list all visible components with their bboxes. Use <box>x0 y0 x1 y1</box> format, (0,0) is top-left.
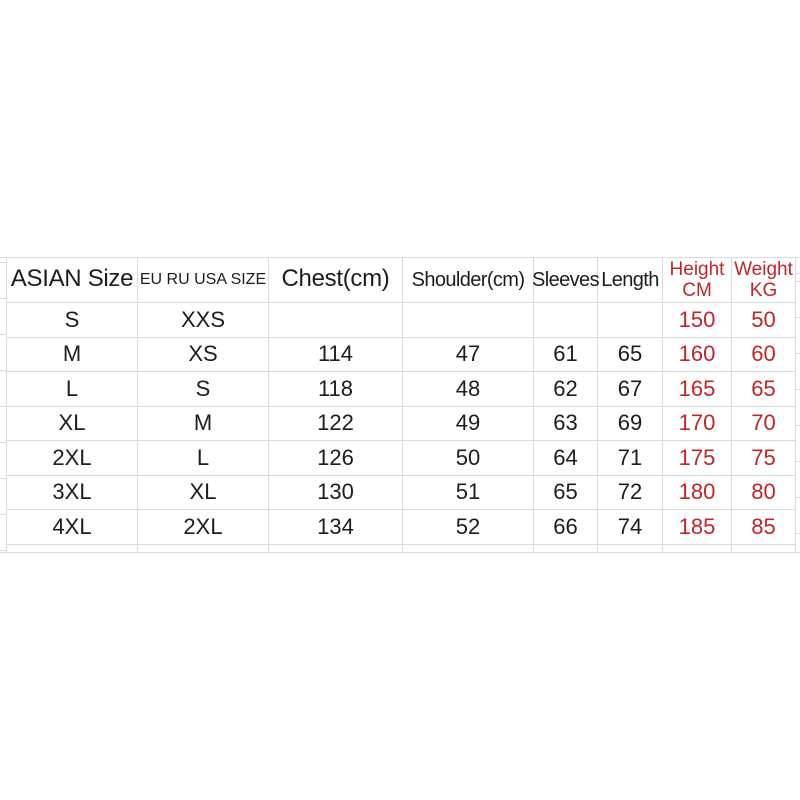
cell-asian-size-row1: S <box>7 303 138 338</box>
cell-length-row2: 65 <box>598 338 663 373</box>
cell-weight-row4: 70 <box>732 407 796 442</box>
column-header-length <box>598 257 663 303</box>
cell-eu-ru-usa-size-row3: S <box>138 372 269 407</box>
cell-asian-size-row5: 2XL <box>7 441 138 476</box>
cell-weight-row3: 65 <box>732 372 796 407</box>
cell-chest-cm-row7: 134 <box>269 510 403 545</box>
cell-eu-ru-usa-size-row4: M <box>138 407 269 442</box>
cell-shoulder-cm-row1 <box>403 303 534 338</box>
column-header-sleeves <box>534 257 598 303</box>
column-header-label: Shoulder(cm) <box>411 268 525 291</box>
cell-height-row3: 165 <box>663 372 732 407</box>
column-header-label: EU RU USA SIZE <box>139 270 267 288</box>
column-header-label: Height <box>669 258 725 280</box>
cell-weight-row1: 50 <box>732 303 796 338</box>
cell-asian-size-row4: XL <box>7 407 138 442</box>
cell-sleeves-row5: 64 <box>534 441 598 476</box>
column-header-weight-kg <box>732 257 796 303</box>
cell-asian-size-row3: L <box>7 372 138 407</box>
sheet-bottom-gridline <box>0 552 800 553</box>
cell-chest-cm-row1 <box>269 303 403 338</box>
cell-sleeves-row2: 61 <box>534 338 598 373</box>
cell-chest-cm-row2: 114 <box>269 338 403 373</box>
cell-chest-cm-row3: 118 <box>269 372 403 407</box>
cell-height-row1: 150 <box>663 303 732 338</box>
cell-length-row4: 69 <box>598 407 663 442</box>
cell-weight-row7: 85 <box>732 510 796 545</box>
cell-shoulder-cm-row5: 50 <box>403 441 534 476</box>
cell-weight-row2: 60 <box>732 338 796 373</box>
cell-shoulder-cm-row7: 52 <box>403 510 534 545</box>
column-header-label: Chest(cm) <box>281 265 390 293</box>
cell-shoulder-cm-row4: 49 <box>403 407 534 442</box>
cell-sleeves-row6: 65 <box>534 476 598 511</box>
cell-shoulder-cm-row3: 48 <box>403 372 534 407</box>
cell-asian-size-row6: 3XL <box>7 476 138 511</box>
cell-chest-cm-row6: 130 <box>269 476 403 511</box>
cell-shoulder-cm-row2: 47 <box>403 338 534 373</box>
cell-weight-row6: 80 <box>732 476 796 511</box>
cell-sleeves-row7: 66 <box>534 510 598 545</box>
column-header-label: Length <box>601 268 659 291</box>
cell-length-row1 <box>598 303 663 338</box>
cell-sleeves-row4: 63 <box>534 407 598 442</box>
column-header-asian-size <box>7 257 138 303</box>
cell-sleeves-row3: 62 <box>534 372 598 407</box>
column-header-label: Sleeves <box>532 268 599 291</box>
cell-height-row2: 160 <box>663 338 732 373</box>
cell-eu-ru-usa-size-row2: XS <box>138 338 269 373</box>
cell-height-row6: 180 <box>663 476 732 511</box>
column-header-sublabel: CM <box>682 279 712 301</box>
cell-height-row4: 170 <box>663 407 732 442</box>
cell-eu-ru-usa-size-row1: XXS <box>138 303 269 338</box>
cell-eu-ru-usa-size-row7: 2XL <box>138 510 269 545</box>
column-header-eu-ru-usa-size <box>138 257 269 303</box>
size-chart-sheet <box>0 257 800 553</box>
column-header-label: Weight <box>734 258 793 280</box>
column-header-shoulder-cm <box>403 257 534 303</box>
cell-asian-size-row2: M <box>7 338 138 373</box>
size-chart-table <box>6 257 795 553</box>
column-header-sublabel: KG <box>749 279 778 301</box>
cell-height-row5: 175 <box>663 441 732 476</box>
cell-eu-ru-usa-size-row5: L <box>138 441 269 476</box>
cell-chest-cm-row5: 126 <box>269 441 403 476</box>
cell-length-row6: 72 <box>598 476 663 511</box>
cell-length-row7: 74 <box>598 510 663 545</box>
cell-eu-ru-usa-size-row6: XL <box>138 476 269 511</box>
column-header-chest-cm <box>269 257 403 303</box>
cell-sleeves-row1 <box>534 303 598 338</box>
cell-asian-size-row7: 4XL <box>7 510 138 545</box>
cell-length-row3: 67 <box>598 372 663 407</box>
cell-length-row5: 71 <box>598 441 663 476</box>
cell-weight-row5: 75 <box>732 441 796 476</box>
cell-chest-cm-row4: 122 <box>269 407 403 442</box>
cell-height-row7: 185 <box>663 510 732 545</box>
column-header-height-cm <box>663 257 732 303</box>
cell-shoulder-cm-row6: 51 <box>403 476 534 511</box>
column-header-label: ASIAN Size <box>10 265 134 293</box>
